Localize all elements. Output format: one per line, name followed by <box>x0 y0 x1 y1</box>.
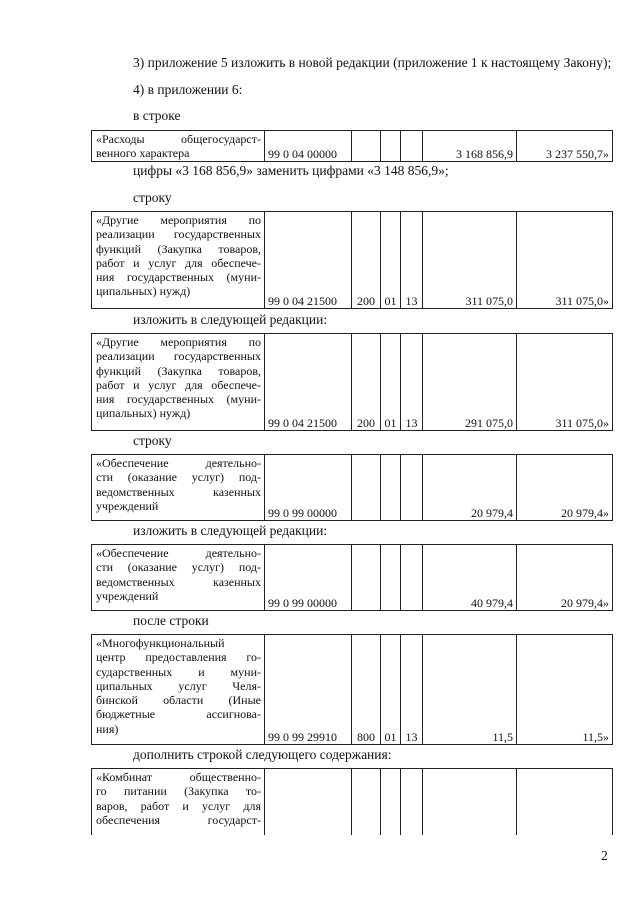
expense-type: 800 <box>352 635 381 745</box>
section-code: 01 <box>381 212 401 309</box>
amount-year-1: 291 075,0 <box>423 334 517 431</box>
amount-year-1: 40 979,4 <box>423 545 517 611</box>
expense-description: «Комбинат общественно- го питании (Закупка то- варов, работ и услуг для обеспечения государст- <box>92 769 265 835</box>
budget-table-1 <box>91 130 613 162</box>
amount-year-1: 3 168 856,9 <box>423 131 517 162</box>
paragraph-add-row: дополнить строкой следующего содержания: <box>133 747 392 762</box>
budget-table-3 <box>91 333 613 431</box>
expense-description: «Расходы общегосударст- венного характера <box>92 131 265 162</box>
target-code: 99 0 04 21500 <box>265 212 352 309</box>
amount-year-1 <box>423 769 517 835</box>
target-code: 99 0 04 21500 <box>265 334 352 431</box>
budget-table-4 <box>91 454 613 521</box>
section-code <box>381 455 401 521</box>
paragraph-replace-digits: цифры «3 168 856,9» заменить цифрами «3 148 856,9»; <box>133 163 449 178</box>
target-code: 99 0 99 00000 <box>265 545 352 611</box>
table-row <box>92 545 613 611</box>
budget-table-7 <box>91 768 613 835</box>
paragraph-state-as-follows-2: изложить в следующей редакции: <box>133 523 328 538</box>
expense-type <box>352 131 381 162</box>
page-number: 2 <box>601 848 608 863</box>
target-code: 99 0 99 29910 <box>265 635 352 745</box>
paragraph-after-row: после строки <box>133 613 209 628</box>
amount-year-2: 311 075,0» <box>517 212 613 309</box>
budget-table-2 <box>91 211 613 309</box>
paragraph-item-3: 3) приложение 5 изложить в новой редакции (приложение 1 к настоящему Закону); <box>133 55 612 70</box>
budget-table-5 <box>91 544 613 611</box>
target-code: 99 0 99 00000 <box>265 455 352 521</box>
subsection-code <box>401 545 423 611</box>
section-code <box>381 769 401 835</box>
expense-description: «Другие мероприятия по реализации государственных функций (Закупка товаров, работ и услуг для обеспече- ния государственных (муни- ципальных) нужд) <box>92 334 265 431</box>
amount-year-1: 20 979,4 <box>423 455 517 521</box>
table-row <box>92 635 613 745</box>
expense-type <box>352 455 381 521</box>
subsection-code <box>401 455 423 521</box>
table-row <box>92 131 613 162</box>
amount-year-2: 20 979,4» <box>517 545 613 611</box>
expense-description: «Обеспечение деятельно- сти (оказание услуг) под- ведомственных казенных учреждений <box>92 545 265 611</box>
target-code <box>265 769 352 835</box>
section-code <box>381 545 401 611</box>
paragraph-row-2: строку <box>133 190 172 205</box>
subsection-code <box>401 769 423 835</box>
paragraph-item-4: 4) в приложении 6: <box>133 82 243 97</box>
subsection-code <box>401 131 423 162</box>
amount-year-2: 3 237 550,7» <box>517 131 613 162</box>
expense-type <box>352 769 381 835</box>
paragraph-state-as-follows: изложить в следующей редакции: <box>133 312 328 327</box>
subsection-code: 13 <box>401 635 423 745</box>
subsection-code: 13 <box>401 212 423 309</box>
subsection-code: 13 <box>401 334 423 431</box>
amount-year-2: 311 075,0» <box>517 334 613 431</box>
expense-description: «Обеспечение деятельно- сти (оказание услуг) под- ведомственных казенных учреждений <box>92 455 265 521</box>
amount-year-2 <box>517 769 613 835</box>
section-code: 01 <box>381 635 401 745</box>
table-row <box>92 769 613 835</box>
section-code <box>381 131 401 162</box>
budget-table-6 <box>91 634 613 745</box>
paragraph-in-row: в строке <box>133 108 181 123</box>
expense-description: «Другие мероприятия по реализации государственных функций (Закупка товаров, работ и услуг для обеспече- ния государственных (муни- ципальных) нужд) <box>92 212 265 309</box>
amount-year-1: 11,5 <box>423 635 517 745</box>
expense-type <box>352 545 381 611</box>
expense-type: 200 <box>352 212 381 309</box>
amount-year-2: 11,5» <box>517 635 613 745</box>
amount-year-2: 20 979,4» <box>517 455 613 521</box>
target-code: 99 0 04 00000 <box>265 131 352 162</box>
section-code: 01 <box>381 334 401 431</box>
expense-description: «Многофункциональный центр предоставления го- сударственных и муни- ципальных услуг Челя- бинской области (Иные бюджетные ассигнова- ния) <box>92 635 265 745</box>
table-row <box>92 212 613 309</box>
paragraph-row-3: строку <box>133 433 172 448</box>
expense-type: 200 <box>352 334 381 431</box>
amount-year-1: 311 075,0 <box>423 212 517 309</box>
table-row <box>92 334 613 431</box>
table-row <box>92 455 613 521</box>
